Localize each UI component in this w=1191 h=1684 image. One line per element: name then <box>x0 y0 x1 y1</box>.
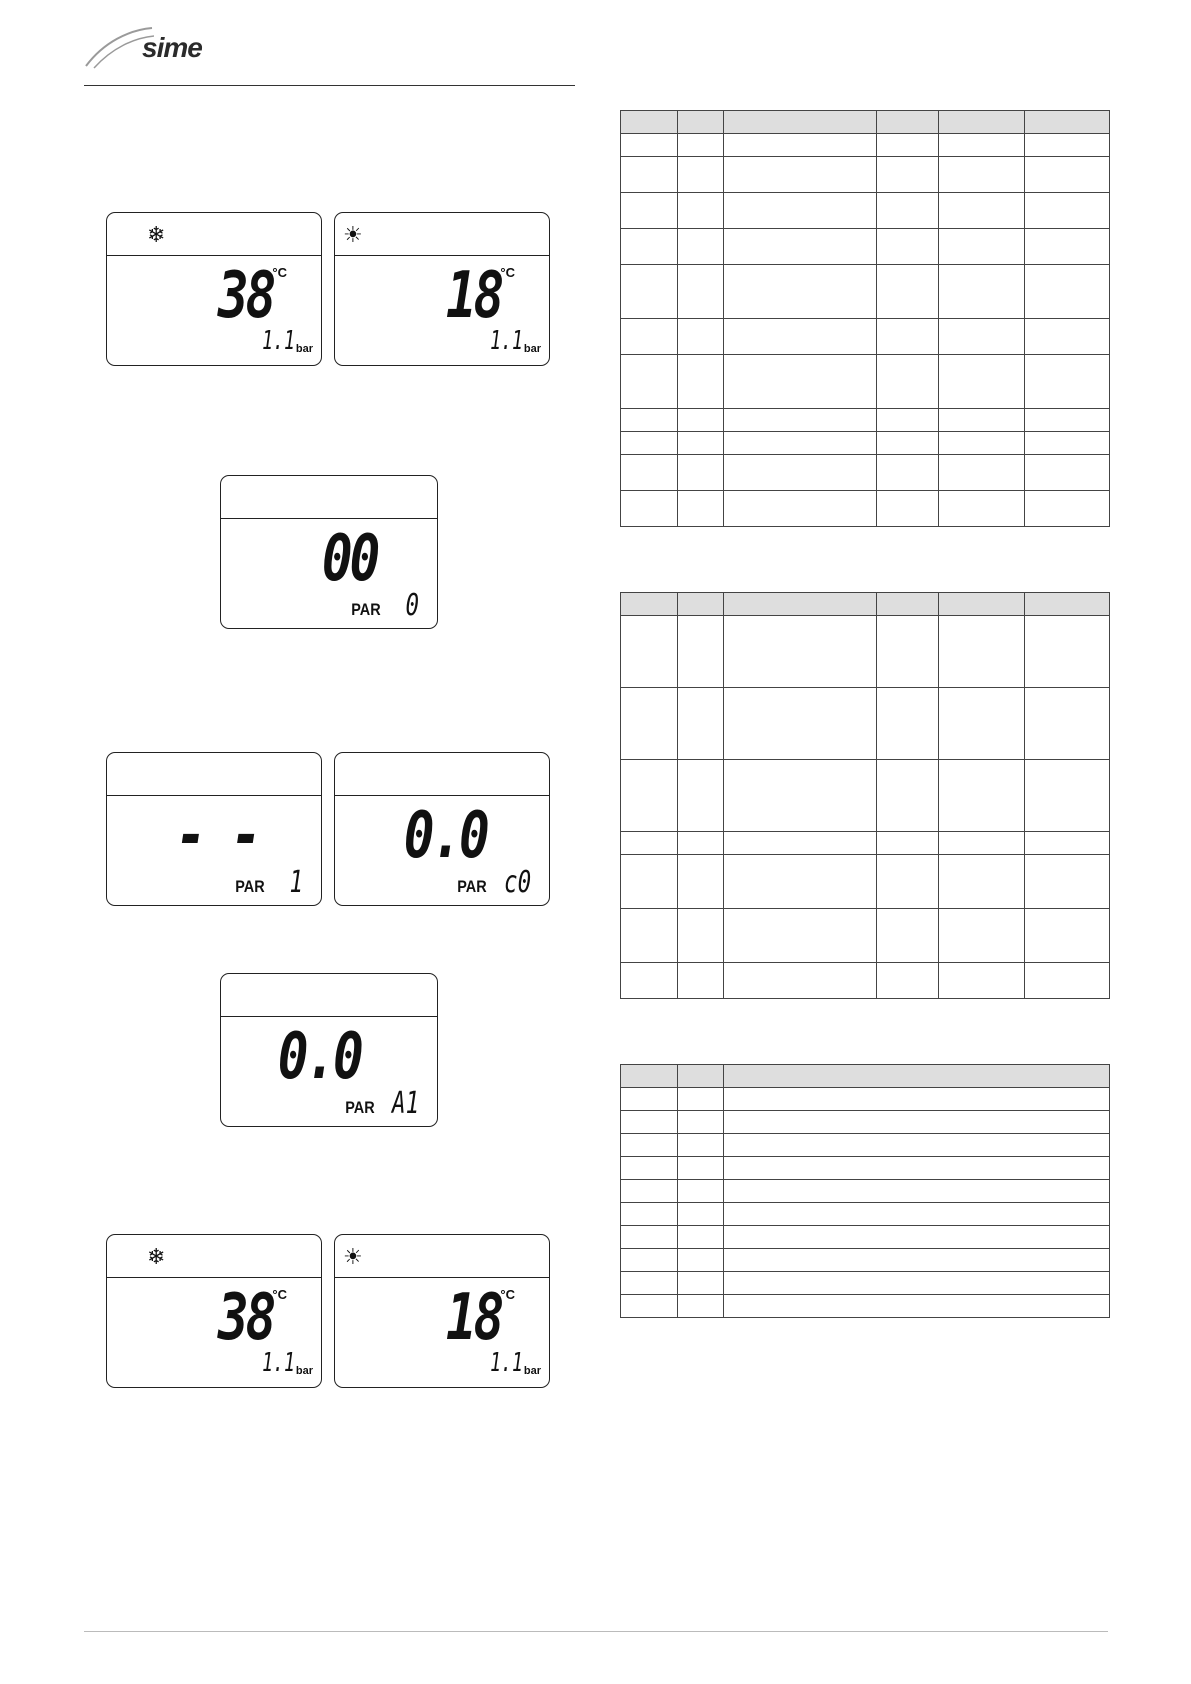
parameter-table-2 <box>620 592 1110 999</box>
parameter-table-3 <box>620 1064 1110 1318</box>
table-row <box>621 855 1110 909</box>
table-row <box>621 1249 1110 1272</box>
lcd-display-winter-return <box>106 1234 322 1388</box>
par-label: PAR <box>457 877 487 896</box>
table-row <box>621 1134 1110 1157</box>
sun-icon: ☀ <box>343 1244 363 1269</box>
lcd-divider <box>107 255 321 256</box>
pressure-unit: bar <box>295 343 313 355</box>
table-row <box>621 832 1110 855</box>
snowflake-icon: ❄ <box>147 1244 166 1269</box>
table-row <box>621 909 1110 963</box>
pressure-unit: bar <box>523 1365 541 1377</box>
table-row <box>621 1111 1110 1134</box>
table-header-row <box>621 111 1110 134</box>
lcd-display-par-c0 <box>334 752 550 906</box>
par-number: c0 <box>503 865 531 900</box>
table-row <box>621 1226 1110 1249</box>
table-row <box>621 616 1110 688</box>
table-row <box>621 1088 1110 1111</box>
footer-divider <box>84 1631 1108 1632</box>
par-number: 0 <box>405 588 419 623</box>
table-row <box>621 491 1110 527</box>
par-number: A1 <box>391 1086 419 1121</box>
temperature-value: 38 <box>217 259 273 333</box>
temperature-value: 18 <box>445 1281 501 1355</box>
pressure-value: 1.1 <box>262 326 295 356</box>
table-header-row <box>621 1065 1110 1088</box>
parameter-value: 0.0 <box>278 1020 361 1094</box>
table-row <box>621 455 1110 491</box>
par-label: PAR <box>345 1098 375 1117</box>
pressure-unit: bar <box>523 343 541 355</box>
lcd-divider <box>335 1277 549 1278</box>
table-row <box>621 193 1110 229</box>
table-row <box>621 409 1110 432</box>
lcd-display-par-a1 <box>220 973 438 1127</box>
header-divider <box>84 85 575 86</box>
lcd-divider <box>335 255 549 256</box>
lcd-display-par-1 <box>106 752 322 906</box>
table-row <box>621 229 1110 265</box>
snowflake-icon: ❄ <box>147 222 166 247</box>
table-row <box>621 1272 1110 1295</box>
temperature-unit: °C <box>500 1287 515 1302</box>
par-label: PAR <box>351 600 381 619</box>
table-row <box>621 319 1110 355</box>
table-row <box>621 1157 1110 1180</box>
table-row <box>621 760 1110 832</box>
parameter-value: 0.0 <box>404 799 487 873</box>
par-number: 1 <box>289 865 303 900</box>
lcd-display-summer-return <box>334 1234 550 1388</box>
table-row <box>621 1295 1110 1318</box>
lcd-display-winter <box>106 212 322 366</box>
parameter-value: - - <box>176 799 259 873</box>
parameter-table-1 <box>620 110 1110 527</box>
brand-name: sime <box>142 32 202 63</box>
parameter-value: 00 <box>321 522 377 596</box>
pressure-value: 1.1 <box>490 326 523 356</box>
table-row <box>621 157 1110 193</box>
temperature-unit: °C <box>500 265 515 280</box>
lcd-divider <box>221 1016 437 1017</box>
temperature-unit: °C <box>272 265 287 280</box>
temperature-value: 18 <box>445 259 501 333</box>
lcd-divider <box>107 1277 321 1278</box>
temperature-unit: °C <box>272 1287 287 1302</box>
lcd-divider <box>221 518 437 519</box>
table-row <box>621 1180 1110 1203</box>
table-row <box>621 265 1110 319</box>
table-row <box>621 963 1110 999</box>
pressure-value: 1.1 <box>262 1348 295 1378</box>
table-row <box>621 1203 1110 1226</box>
pressure-value: 1.1 <box>490 1348 523 1378</box>
par-label: PAR <box>235 877 265 896</box>
sun-icon: ☀ <box>343 222 363 247</box>
table-row <box>621 134 1110 157</box>
lcd-divider <box>335 795 549 796</box>
table-header-row <box>621 593 1110 616</box>
table-row <box>621 355 1110 409</box>
lcd-divider <box>107 795 321 796</box>
table-row <box>621 432 1110 455</box>
temperature-value: 38 <box>217 1281 273 1355</box>
brand-logo <box>84 22 234 72</box>
lcd-display-par-0 <box>220 475 438 629</box>
table-row <box>621 688 1110 760</box>
lcd-display-summer <box>334 212 550 366</box>
pressure-unit: bar <box>295 1365 313 1377</box>
